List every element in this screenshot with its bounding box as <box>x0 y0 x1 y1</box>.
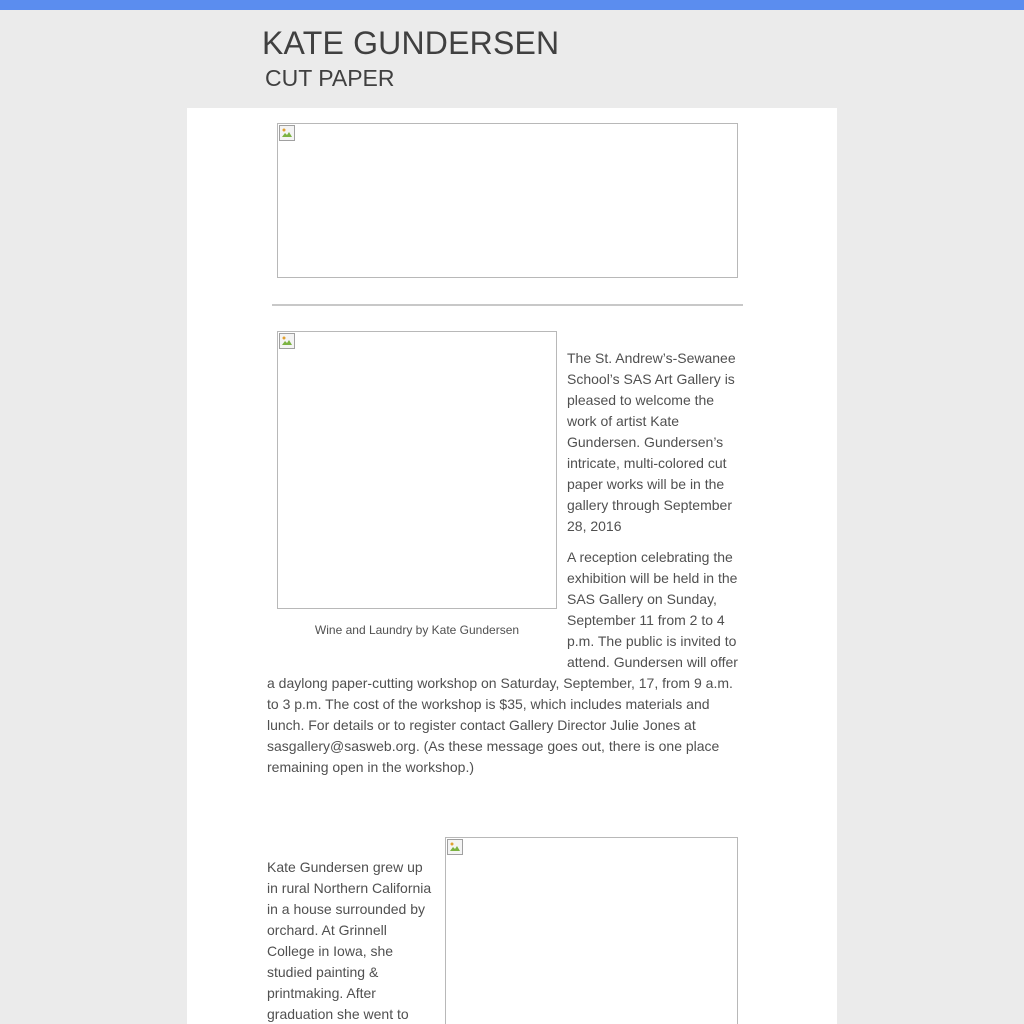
bio-line: printmaking. After <box>267 985 376 1001</box>
reception-line: SAS Gallery on Sunday, <box>567 591 717 607</box>
reception-line: remaining open in the workshop.) <box>267 759 475 775</box>
section-divider <box>272 304 743 306</box>
reception-line: September 11 from 2 to 4 <box>567 612 725 628</box>
intro-line: paper works will be in the <box>567 476 725 492</box>
bio-image <box>445 837 738 1024</box>
reception-line: p.m. The public is invited to <box>567 633 737 649</box>
artwork-caption: Wine and Laundry by Kate Gundersen <box>314 623 520 637</box>
bio-line: Kate Gundersen grew up <box>267 859 423 875</box>
intro-line: intricate, multi-colored cut <box>567 455 727 471</box>
page-title: KATE GUNDERSEN <box>262 25 560 61</box>
bio-line: College in Iowa, she <box>267 943 394 959</box>
broken-image-icon <box>279 125 295 141</box>
intro-line: pleased to welcome the <box>567 392 715 408</box>
reception-line: lunch. For details or to register contact Gallery Director Julie Jones at <box>267 717 696 733</box>
intro-line: gallery through September <box>567 497 732 513</box>
intro-line: The St. Andrew’s-Sewanee <box>567 350 736 366</box>
bio-line: in a house surrounded by <box>267 901 425 917</box>
bio-line: graduation she went to <box>267 1006 409 1022</box>
page-subtitle: CUT PAPER <box>265 65 395 91</box>
reception-line: A reception celebrating the <box>567 549 733 565</box>
content-card <box>187 108 837 1024</box>
intro-line: School’s SAS Art Gallery is <box>567 371 735 387</box>
reception-line: to 3 p.m. The cost of the workshop is $35, which includes materials and <box>267 696 710 712</box>
bio-line: studied painting & <box>267 964 379 980</box>
artwork-image <box>277 331 557 609</box>
page-header <box>0 10 1024 108</box>
bio-line: orchard. At Grinnell <box>267 922 387 938</box>
top-accent-bar <box>0 0 1024 10</box>
intro-line: Gundersen. Gundersen’s <box>567 434 724 450</box>
reception-line: attend. Gundersen will offer <box>567 654 738 670</box>
reception-line: sasgallery@sasweb.org. (As these message goes out, there is one place <box>267 738 720 754</box>
intro-line: work of artist Kate <box>567 413 680 429</box>
bio-line: in rural Northern California <box>267 880 432 896</box>
reception-line: a daylong paper-cutting workshop on Saturday, September, 17, from 9 a.m. <box>267 675 733 691</box>
broken-image-icon <box>279 333 295 349</box>
reception-line: exhibition will be held in the <box>567 570 738 586</box>
broken-image-icon <box>447 839 463 855</box>
banner-image <box>277 123 738 278</box>
intro-line: 28, 2016 <box>567 518 622 534</box>
